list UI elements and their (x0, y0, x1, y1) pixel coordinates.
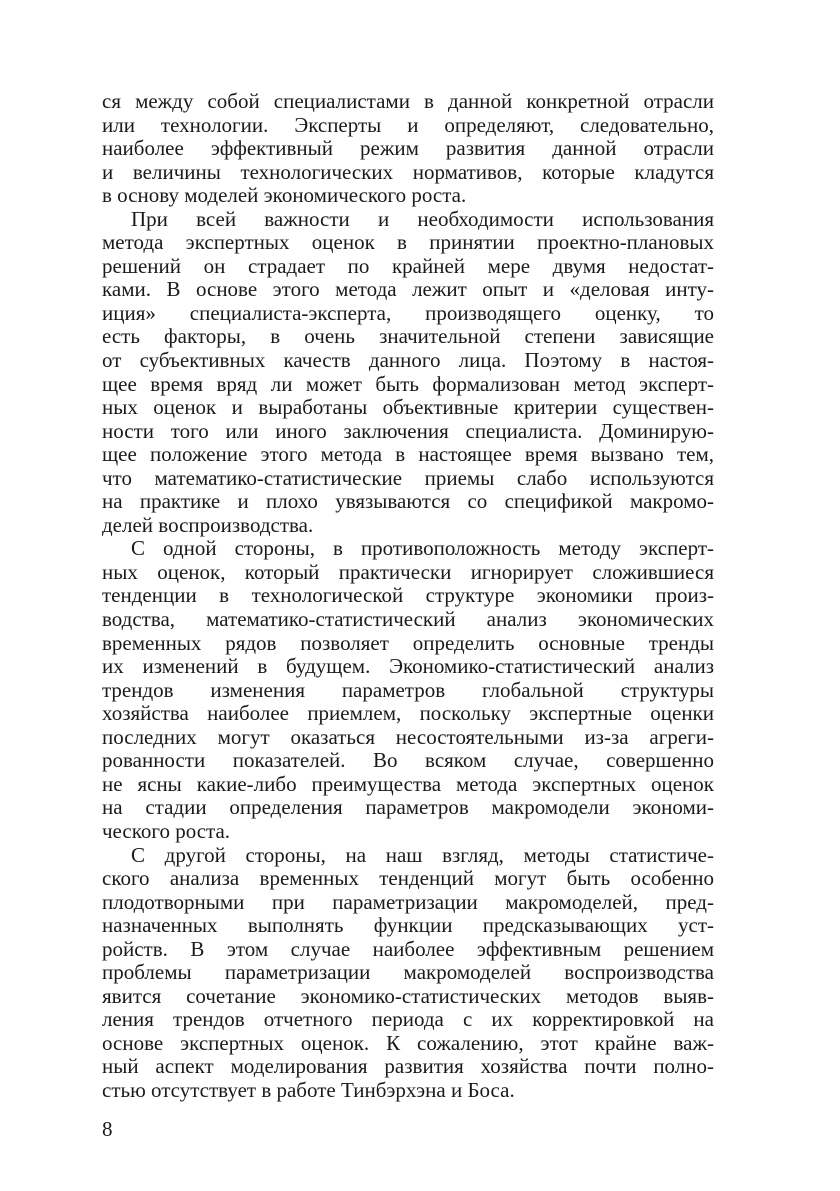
text-line: наиболее эффективный режим развития данной отрасли (102, 136, 714, 161)
text-line: в основу моделей экономического роста. (102, 183, 467, 208)
text-line: не ясны какие-либо преимущества метода экспертных оценок (102, 771, 714, 796)
text-line: тенденции в технологической структуре экономики произ- (102, 583, 714, 608)
text-line: временных рядов позволяет определить основные тренды (102, 630, 714, 655)
page-number: 8 (102, 1117, 113, 1141)
text-line: что математико-статистические приемы слабо используются (102, 465, 714, 490)
text-line: водства, математико-статистический анализ экономических (102, 607, 714, 632)
text-line: стью отсутствует в работе Тинбэрхэна и Боса. (102, 1077, 515, 1102)
text-line: иция» специалиста-эксперта, производящего оценку, то (102, 300, 714, 325)
text-line: проблемы параметризации макромоделей воспроизводства (102, 960, 714, 985)
text-line: С одной стороны, в противоположность методу эксперт- (131, 536, 714, 561)
text-line: щее время вряд ли может быть формализован метод эксперт- (102, 371, 714, 396)
text-line: ройств. В этом случае наиболее эффективным решением (102, 936, 714, 961)
text-line: и величины технологических нормативов, которые кладутся (102, 159, 714, 184)
text-line: щее положение этого метода в настоящее время вызвано тем, (102, 442, 714, 467)
text-line: хозяйства наиболее приемлем, поскольку экспертные оценки (102, 701, 714, 726)
text-line: от субъективных качеств данного лица. Поэтому в настоя- (102, 348, 714, 373)
text-line: на практике и плохо увязываются со спецификой макромо- (102, 489, 714, 514)
text-line: С другой стороны, на наш взгляд, методы статистиче- (131, 842, 714, 867)
text-line: есть факторы, в очень значительной степени зависящие (102, 324, 714, 349)
text-line: ками. В основе этого метода лежит опыт и «деловая инту- (102, 277, 714, 302)
text-line: рованности показателей. Во всяком случае, совершенно (102, 748, 714, 773)
paragraph-2 (102, 208, 714, 538)
text-line: плодотворными при параметризации макромоделей, пред- (102, 889, 714, 914)
text-line: решений он страдает по крайней мере двумя недостат- (102, 253, 714, 278)
text-line: При всей важности и необходимости использования (131, 206, 714, 231)
text-line: ческого роста. (102, 818, 231, 843)
text-line: ского анализа временных тенденций могут быть особенно (102, 866, 714, 891)
text-line: метода экспертных оценок в принятии проектно-плановых (102, 230, 714, 255)
text-line: ный аспект моделирования развития хозяйства почти полно- (102, 1054, 714, 1079)
paragraph-3 (102, 537, 714, 843)
text-line: ных оценок и выработаны объективные критерии существен- (102, 395, 714, 420)
text-line: ления трендов отчетного периода с их корректировкой на (102, 1007, 714, 1032)
text-line: их изменений в будущем. Экономико-статистический анализ (102, 654, 714, 679)
text-line: основе экспертных оценок. К сожалению, этот крайне важ- (102, 1030, 714, 1055)
paragraph-4 (102, 844, 714, 1103)
text-line: делей воспроизводства. (102, 512, 314, 537)
text-line: последних могут оказаться несостоятельными из-за агреги- (102, 724, 714, 749)
text-line: явится сочетание экономико-статистических методов выяв- (102, 983, 714, 1008)
paragraph-1 (102, 90, 714, 208)
text-line: ся между собой специалистами в данной конкретной отрасли (102, 89, 714, 113)
text-line: ных оценок, который практически игнорирует сложившиеся (102, 559, 714, 584)
text-line: или технологии. Эксперты и определяют, следовательно, (102, 112, 714, 137)
text-line: ности того или иного заключения специалиста. Доминирую- (102, 418, 714, 443)
text-line: на стадии определения параметров макромодели экономи- (102, 795, 714, 820)
text-line: назначенных выполнять функции предсказывающих уст- (102, 913, 714, 938)
text-line: трендов изменения параметров глобальной структуры (102, 677, 714, 702)
body-text (102, 90, 714, 1103)
